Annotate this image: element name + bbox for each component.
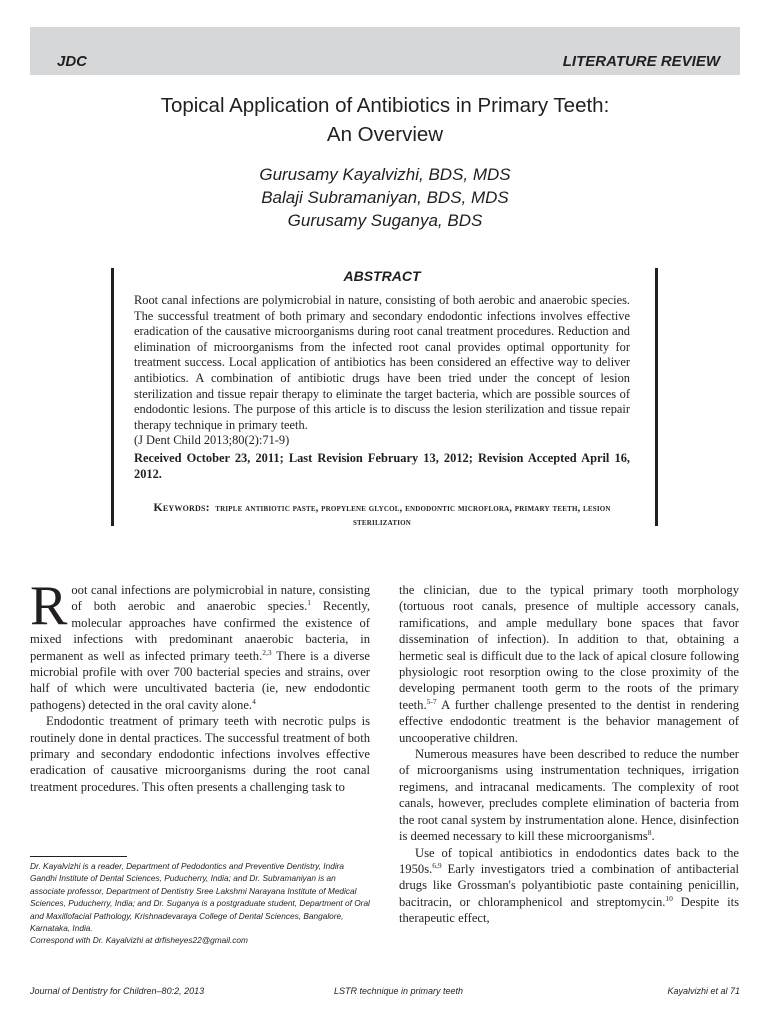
correspondence: Correspond with Dr. Kayalvizhi at drfisheyes22@gmail.com xyxy=(30,935,248,946)
footer-journal: Journal of Dentistry for Children–80:2, 2013 xyxy=(30,986,205,996)
reference: 1 xyxy=(307,598,312,608)
body-paragraph-1: Root canal infections are polymicrobial in nature, consisting of both aerobic and anaerobic species.$^1$ Recently, molecular approaches have confirmed the existence of mixed infections with predominant anaerobic bacteria, in permanent as well as infected primary teeth.$^{2,3}$ There is a diverse microbial profile with over 700 bacterial species and strains, over half of which were uncultivated bacteria (ie, new endodontic pathogens) detected in the oral cavity alone.$^4$ xyxy=(30,575,370,712)
body-paragraph-5: Use of topical antibiotics in endodontics dates back to the 1950s.$^{6,9}$ Early investigators tried a combination of antibacterial drugs like Grossman's polyantibiotic paste containing penicillin, bacitracin, or chloramphenicol and streptomycin.$^{10}$ Despite its therapeutic effect, xyxy=(399,845,739,926)
footer-running-title: LSTR technique in primary teeth xyxy=(334,986,464,996)
affiliations: Dr. Kayalvizhi is a reader, Department of Pedodontics and Preventive Dentistry, Indira Gandhi Institute of Dental Sciences, Puducherry, India; and Dr. Subramaniyan is an associate professor, Department of Dentistry Sree Lakshmi Narayana Institute of Medical Sciences, Puducherry, India; and Dr. Suganya is a postgraduate student, Department of Oral and Maxillofacial Pathology, Krishnadevaraya College of Dental Sciences, Bangalore, Karnataka, India. xyxy=(30,861,370,934)
body-paragraph-2: Endodontic treatment of primary teeth with necrotic pulps is routinely done in dental practices. The successful treatment of both primary and secondary endodontic infections involves effective eradication of causative microorganisms during the root canal treatment procedures. This often presents a challenging task to xyxy=(30,714,370,794)
footnote-rule xyxy=(30,856,127,857)
keywords-list: triple antibiotic paste, propylene glycol, endodontic microflora, primary teeth, lesion sterilization xyxy=(215,503,611,528)
section-label: LITERATURE REVIEW xyxy=(562,53,720,70)
received-dates: Received October 23, 2011; Last Revision February 13, 2012; Revision Accepted April 16, 2012. xyxy=(134,450,630,482)
journal-abbreviation: JDC xyxy=(57,53,88,70)
reference: 6,9 xyxy=(432,860,442,870)
drop-cap: R xyxy=(30,575,68,637)
abstract-text: Root canal infections are polymicrobial in nature, consisting of both aerobic and anaerobic species. The successful treatment of both primary and secondary endodontic infections involves effective eradication of the causative microorganisms during root canal treatment procedures. Reduction and elimination of microorganisms from the infected root canal provides optimal opportunity for treatment success. Local application of antibiotics has been considered an effective way to deliver antibiotics. A combination of antibiotic drugs have been tried under the concept of lesion sterilization and tissue repair therapy to eliminate the target bacteria, which are possible sources of endodontic lesions. The purpose of this article is to discuss the lesion sterilization and tissue repair therapy technique in primary teeth. xyxy=(134,293,630,432)
keywords-label: Keywords: xyxy=(153,500,210,514)
abstract-heading: ABSTRACT xyxy=(343,268,421,284)
reference: 10 xyxy=(665,893,673,903)
footer-page-number: Kayalvizhi et al 71 xyxy=(667,986,740,996)
abstract-citation: (J Dent Child 2013;80(2):71-9) xyxy=(134,433,290,448)
body-paragraph-3: the clinician, due to the typical primary tooth morphology (tortuous root canals, presence of multiple accessory canals, ramifications, and ample medullary bone spaces that favor dissemination of infection). In addition to that, obtaining a hermetic seal is difficult due to the lack of apical closure following physiologic root resorption owing to the close proximity of the developing permanent tooth germ to the roots of the primary teeth.$^{5-7}$ A further challenge presented to the dentist in rendering effective endodontic treatment is the behavior management of uncooperative children. xyxy=(399,583,739,745)
reference: 8 xyxy=(647,827,652,837)
article-title xyxy=(40,91,730,149)
reference: 4 xyxy=(252,696,256,706)
reference: 2,3 xyxy=(262,647,272,657)
reference: 5-7 xyxy=(426,696,437,706)
author-1: Gurusamy Kayalvizhi, BDS, MDS xyxy=(259,165,511,184)
author-list xyxy=(40,163,730,232)
abstract-left-rule xyxy=(111,268,114,526)
body-paragraph-4: Numerous measures have been described to reduce the number of microorganisms using instrumentation techniques, irrigation regimens, and intracanal medicaments. The complexity of root canals, however, precludes complete elimination of bacteria from the root canal system by instrumentation alone. Hence, disinfection is deemed necessary to kill these microorganisms$^8$. xyxy=(399,747,739,844)
abstract-body xyxy=(134,293,630,483)
author-3: Gurusamy Suganya, BDS xyxy=(287,211,483,230)
keywords xyxy=(134,500,630,530)
article-title-line-1: Topical Application of Antibiotics in Primary Teeth: xyxy=(160,94,610,117)
author-footnote xyxy=(30,860,370,947)
body-column-left xyxy=(30,575,370,795)
body-column-right xyxy=(399,582,739,927)
author-2: Balaji Subramaniyan, BDS, MDS xyxy=(261,188,509,207)
article-title-line-2: An Overview xyxy=(326,123,444,146)
abstract-right-rule xyxy=(655,268,658,526)
